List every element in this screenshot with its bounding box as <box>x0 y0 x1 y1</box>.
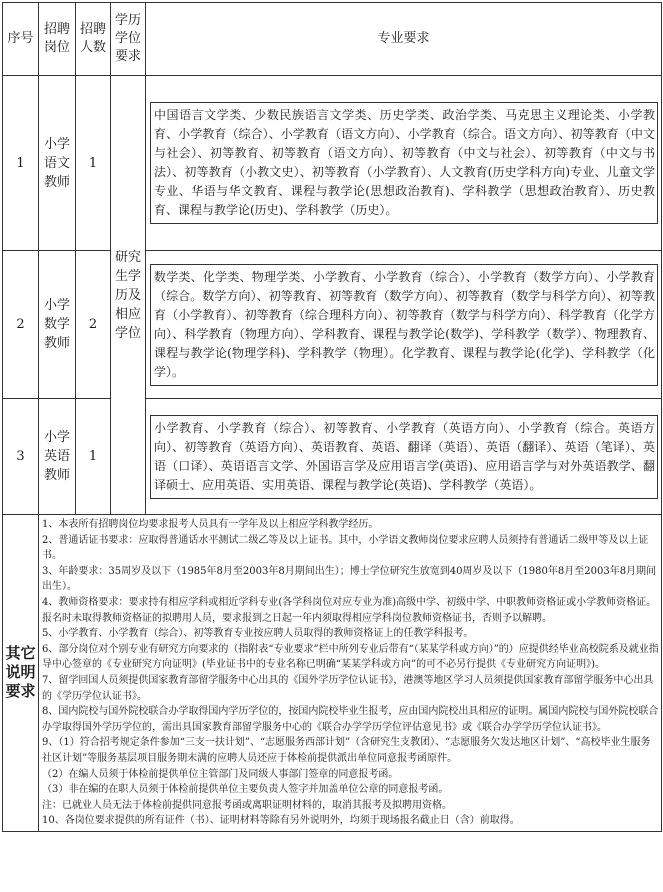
row-count: 1 <box>76 399 111 515</box>
header-degree: 学历学位要求 <box>111 3 146 76</box>
majors-text: 数学类、化学类、物理学类、小学教育、小学教育（综合）、小学教育（数学方向）、小学教育（综合。数学方向）、初等教育、初等教育（数学方向）、初等教育（数学与科学方向）、初等教育（小学教育）、初等教育（综合理科方向）、初等教育（数学与科学方向）、科学教育（化学方向）、科学教育（物理方向）、学科教育、课程与教学论(数学)、学科教学（数学）、物理教育、课程与教学论(物理学科)、学科教学（物理）。化学教育、课程与教学论(化学)、学科教学（化学）。 <box>150 264 658 386</box>
note-item: 1、本表所有招聘岗位均要求报考人员具有一学年及以上相应学科教学经历。 <box>42 519 379 530</box>
row-seq: 1 <box>3 76 39 251</box>
header-post: 招聘岗位 <box>39 3 76 76</box>
note-item: 10、各岗位要求提供的所有证件（书）、证明材料等除有另外说明外，均须于现场报名截止日（含）前取得。 <box>42 815 520 827</box>
row-majors <box>146 76 662 251</box>
note-item: 注：已就业人员无法于体检前提供同意报考函或离职证明材料的，取消其报考及拟聘用资格。 <box>42 799 452 811</box>
note-item: （2）在编人员须于体检前提供单位主管部门及同级人事部门签章的同意报考函。 <box>42 768 399 780</box>
note-item: （3）非在编的在职人员须于体检前提供单位主要负责人签字并加盖单位公章的同意报考函。 <box>42 784 449 796</box>
note-item: 6、部分岗位对个别专业有研究方向要求的（指附表“专业要求”栏中所列专业后带有“（某某学科或方向）”的）应提供经毕业高校院系及就业指导中心签章的《专业研究方向证明》(毕业证书中的专业名称已明确“某某学科或方向”的可不必另行提供《专业研究方向证明》)。 <box>42 643 659 671</box>
header-major: 专业要求 <box>146 3 662 76</box>
note-item: 4、教师资格要求：要求持有相应学科或相近学科专业(各学科岗位对应专业为准)高级中学、初级中学、中职教师资格证或小学教师资格证。报名时未取得教师资格证的拟聘用人员，要求报到之日起一年内须取得相应学科岗位教师资格证书，否则予以解聘。 <box>42 596 657 624</box>
note-item: 2、普通话证书要求：应取得普通话水平测试二级乙等及以上证书。其中，小学语文教师岗位要求应聘人员须持有普通话二级甲等及以上证书。 <box>42 534 649 562</box>
note-item: 9、（1）符合招考规定条件参加“三支一扶计划”、“志愿服务西部计划”（含研究生支教团）、“志愿服务欠发达地区计划”、“高校毕业生服务社区计划”等服务基层项目服务期未满的应聘人员还应于体检前提供派出单位同意报考函原件。 <box>42 737 651 764</box>
recruitment-table <box>2 2 662 832</box>
header-seq: 序号 <box>3 3 39 76</box>
row-seq: 3 <box>3 399 39 515</box>
other-requirements-row <box>3 515 662 832</box>
row-seq: 2 <box>3 251 39 399</box>
other-requirements-notes <box>39 515 662 832</box>
majors-text: 小学教育、小学教育（综合）、初等教育、小学教育（英语方向）、小学教育（综合。英语方向）、初等教育（英语方向）、英语教育、英语、翻译（英语）、英语（翻译）、英语（笔译）、英语（口译）、英语语言文学、外国语言学及应用语言学(英语)、应用语言学与对外英语教学、翻译硕士、应用英语、实用英语、课程与教学论(英语)、学科教学（英语）。 <box>150 415 658 499</box>
other-requirements-label: 其它说明要求 <box>3 515 39 832</box>
note-item: 7、留学回国人员须提供国家教育部留学服务中心出具的《国外学历学位认证书》，港澳等地区学习人员须提供国家教育部留学服务中心出具的《学历学位认证书》。 <box>42 674 654 702</box>
table-row <box>3 251 662 399</box>
row-majors <box>146 399 662 515</box>
header-count: 招聘人数 <box>76 3 111 76</box>
majors-text: 中国语言文学类、少数民族语言文学类、历史学类、政治学类、马克思主义理论类、小学教育、小学教育（综合）、小学教育（语文方向）、小学教育（综合。语文方向）、初等教育（中文与社会）、初等教育、初等教育（语文方向）、初等教育（中文与社会）、初等教育（中文与书法）、初等教育（小教文史）、初等教育（小学教育）、人文教育(历史学科方向)专业、儿童文学专业、华语与华文教育、课程与教学论(思想政治教育)、学科教学（思想政治教育）、历史教育、课程与教学论(历史)、学科教学（历史）。 <box>150 102 658 224</box>
row-post: 小学英语教师 <box>39 399 76 515</box>
row-majors <box>146 251 662 399</box>
row-post: 小学数学教师 <box>39 251 76 399</box>
row-post: 小学语文教师 <box>39 76 76 251</box>
note-item: 3、年龄要求：35周岁及以下（1985年8月至2003年8月期间出生）；博士学位研究生放宽到40周岁及以下（1980年8月至2003年8月期间出生）。 <box>42 565 657 593</box>
note-item: 8、国内院校与国外院校联合办学取得国内学历学位的，按国内院校毕业生报考，应由国内院校出具相应的证明。属国内院校与国外院校联合办学取得国外学历学位的，需出具国家教育部留学服务中心的《联合办学学历学位评估意见书》或《联合办学学历学位认证书》。 <box>42 706 659 733</box>
row-count: 2 <box>76 251 111 399</box>
degree-requirement: 研究生学历及相应学位 <box>111 76 146 515</box>
table-row <box>3 399 662 515</box>
row-count: 1 <box>76 76 111 251</box>
note-item: 5、小学教育、小学教育（综合）、初等教育专业按应聘人员取得的教师资格证上的任教学科报考。 <box>42 628 474 640</box>
header-row <box>3 3 662 76</box>
table-row <box>3 76 662 251</box>
